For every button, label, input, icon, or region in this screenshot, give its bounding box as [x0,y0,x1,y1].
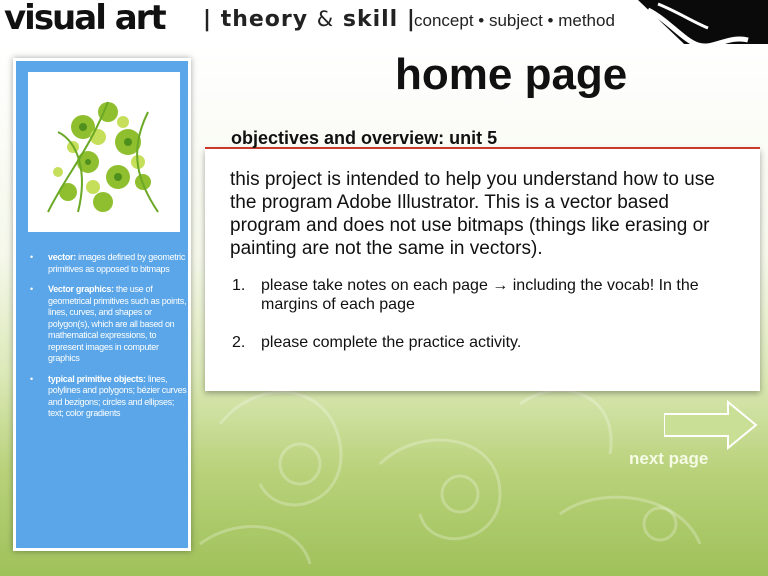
step-number: 1. [232,277,246,294]
tagline-theory: | theory [203,7,309,32]
right-arrow-icon[interactable] [664,400,758,450]
sidebar-panel [13,58,191,551]
header-tagline [203,7,416,32]
definition-term: vector: [48,252,76,262]
definition-term: typical primitive objects: [48,373,146,384]
logo: visual art [4,0,165,38]
list-item [22,252,188,275]
definition-text: lines, polylines and polygons; bézier curves and bezigons; circles and ellipses; text; color gradients [48,373,187,418]
page-title: home page [395,50,628,99]
step-number: 2. [232,334,246,351]
intro-paragraph: this project is intended to help you understand how to use the program Adobe Illustrator. This is a vector based program and does not use bitmaps (things like erasing or painting are not the same in vectors). [230,169,715,259]
steps-list [230,276,740,371]
step-text: please take notes on each page → including the vocab! In the margins of each page [261,277,699,313]
sidebar-definitions [22,252,188,429]
header-subtagline: concept • subject • method [414,11,615,30]
definition-text: images defined by geometric primitives as opposed to bitmaps [48,252,186,274]
definition-term: Vector graphics: [48,284,114,294]
next-page-link[interactable]: next page [629,449,709,468]
list-item [22,284,188,365]
list-item [22,374,188,420]
header [0,0,768,44]
definition-text: the use of geometrical primitives such as points, lines, curves, and shapes or polygon(s), which are all based on mathematical expressions, to represent images in computer graphics [48,284,187,363]
list-item [230,276,740,314]
section-heading: objectives and overview: unit 5 [231,128,498,148]
green-flourish-image [28,72,180,232]
list-item [230,333,740,352]
tagline-ampersand: & [316,7,335,31]
step-text: please complete the practice activity. [261,334,522,351]
tagline-skill: skill | [342,7,416,32]
